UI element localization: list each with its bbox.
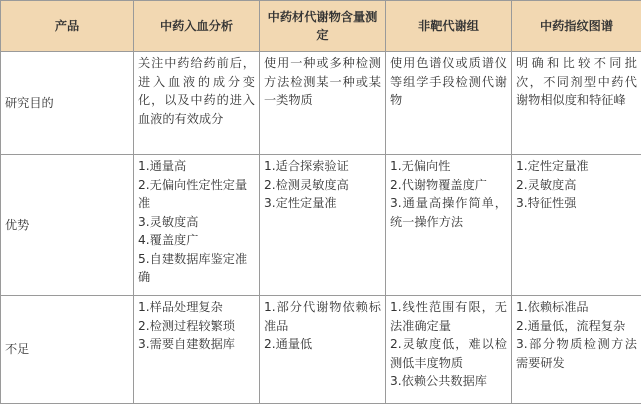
table-cell (512, 155, 641, 296)
list-item: 5.自建数据库鉴定准确 (138, 251, 248, 284)
header-untargeted-metabolomics: 非靶代谢组 (386, 1, 512, 52)
list-item: 2.通量低 (264, 337, 313, 351)
list-item: 2.无偏向性定性定量准 (138, 177, 248, 210)
list-item: 3.灵敏度高 (138, 214, 199, 229)
list-item: 2.通量低，流程复杂 (516, 318, 626, 333)
list-item: 3.需要自建数据库 (138, 337, 235, 351)
row-label: 研究目的 (1, 52, 134, 155)
header-metabolite-content: 中药材代谢物含量测定 (260, 1, 386, 52)
list-item: 1.通量高 (138, 159, 187, 173)
list-item: 1.无偏向性 (390, 159, 451, 173)
row-advantages (1, 155, 641, 296)
list-item: 3.特征性强 (516, 196, 577, 210)
row-research-purpose (1, 52, 641, 155)
list-item: 1.定性定量准 (516, 159, 589, 173)
table-cell: 使用一种或多种检测方法检测某一种或某一类物质 (260, 52, 386, 155)
table-cell (134, 296, 260, 404)
table-cell (260, 296, 386, 404)
row-label: 优势 (1, 155, 134, 296)
list-item: 4.覆盖度广 (138, 233, 199, 247)
list-item: 3.依赖公共数据库 (390, 374, 487, 388)
list-item: 1.依赖标准品 (516, 300, 589, 314)
header-product: 产品 (1, 1, 134, 52)
list-item: 1.线性范围有限，无法准确定量 (390, 300, 507, 333)
table-cell: 关注中药给药前后，进入血液的成分变化，以及中药的进入血液的有效成分 (134, 52, 260, 155)
header-blood-entry-analysis: 中药入血分析 (134, 1, 260, 52)
table-cell (260, 155, 386, 296)
list-item: 3.定性定量准 (264, 196, 337, 210)
list-item: 1.样品处理复杂 (138, 300, 223, 314)
list-item: 3.通量高操作简单，统一操作方法 (390, 196, 507, 229)
table-cell: 使用色谱仪或质谱仪等组学手段检测代谢物 (386, 52, 512, 155)
header-row (1, 1, 641, 52)
list-item: 3.部分物质检测方法需要研发 (516, 337, 637, 370)
header-fingerprint: 中药指纹图谱 (512, 1, 641, 52)
list-item: 2.灵敏度低，难以检测低丰度物质 (390, 337, 507, 370)
list-item: 2.代谢物覆盖度广 (390, 177, 487, 192)
row-shortcomings (1, 296, 641, 404)
list-item: 2.检测灵敏度高 (264, 177, 349, 192)
list-item: 1.适合探索验证 (264, 159, 349, 173)
list-item: 2.检测过程较繁琐 (138, 318, 235, 333)
table-cell: 明确和比较不同批次，不同剂型中药代谢物相似度和特征峰 (512, 52, 641, 155)
table-cell (512, 296, 641, 404)
table-cell (386, 296, 512, 404)
list-item: 1.部分代谢物依赖标准品 (264, 300, 381, 333)
list-item: 2.灵敏度高 (516, 177, 577, 192)
row-label: 不足 (1, 296, 134, 404)
table-cell (386, 155, 512, 296)
table-cell (134, 155, 260, 296)
